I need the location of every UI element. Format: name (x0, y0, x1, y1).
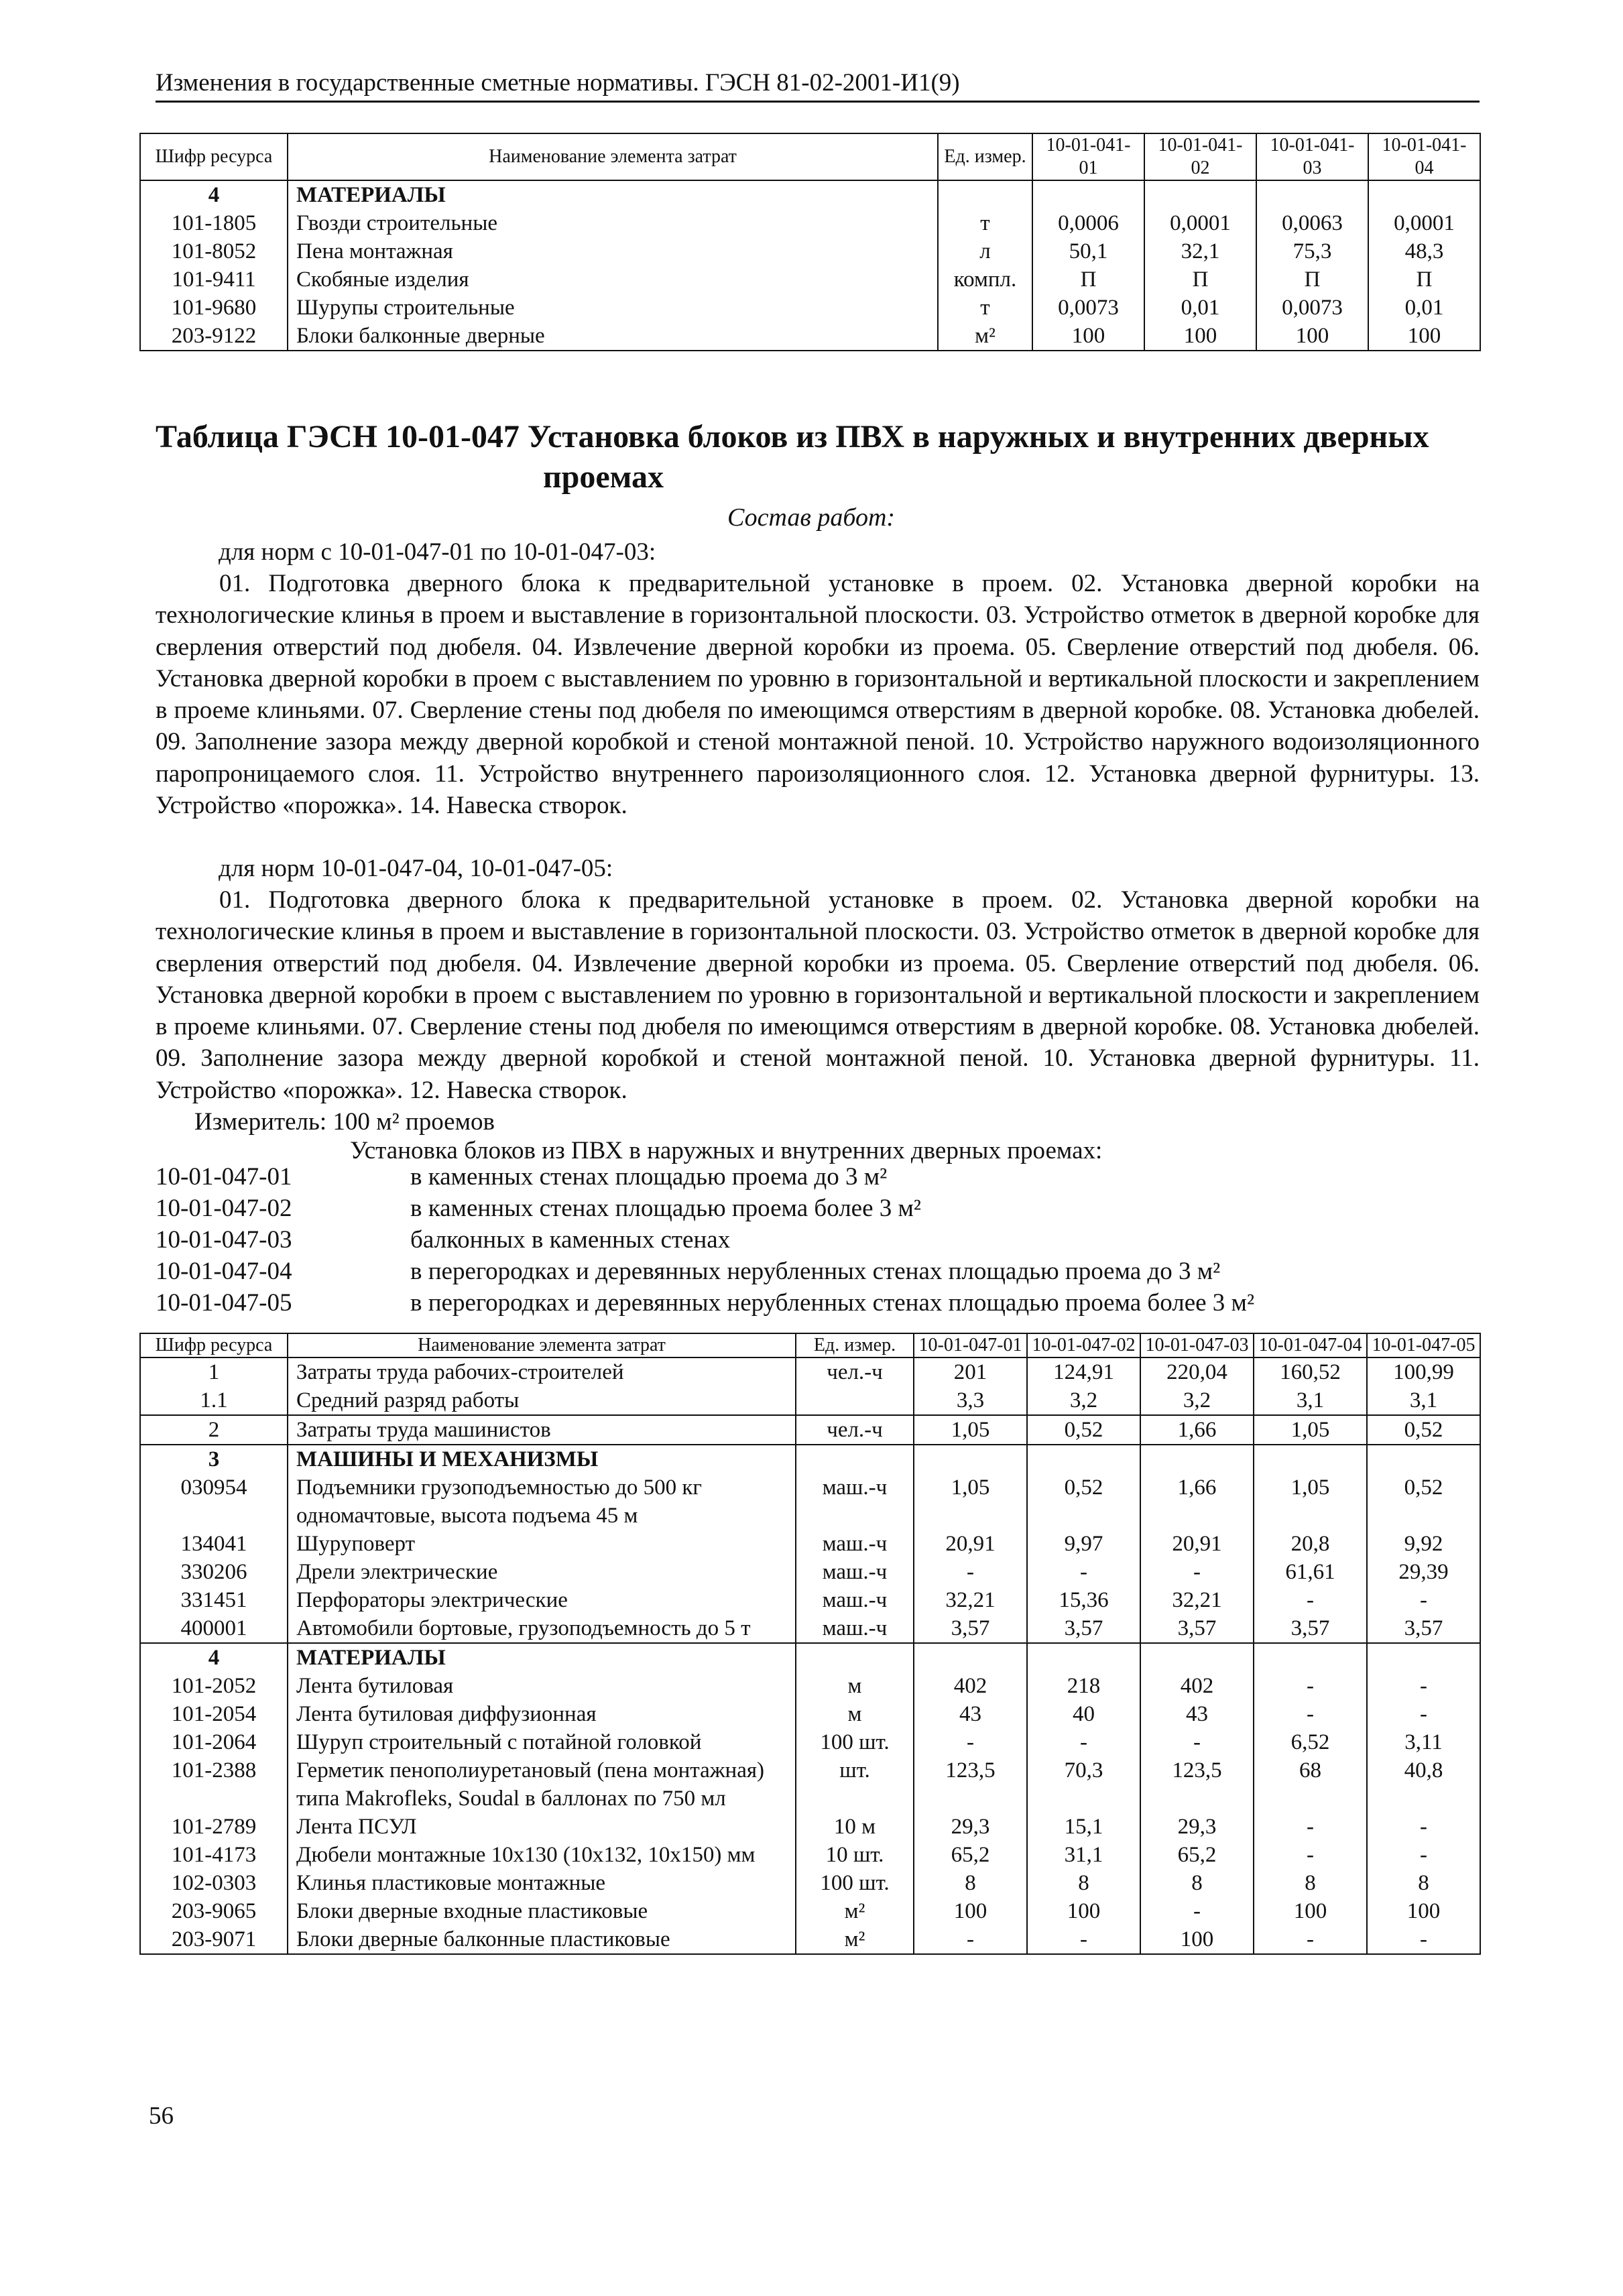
resource-code: 101-2052 (140, 1672, 288, 1700)
resource-name: Шурупы строительные (288, 294, 938, 322)
table-row (140, 1756, 1480, 1813)
value-cell: 3,57 (1367, 1614, 1480, 1643)
value-cell: 8 (1254, 1869, 1367, 1897)
resource-name: Средний разряд работы (288, 1386, 796, 1415)
norm-item (156, 1193, 1480, 1224)
resource-name: Блоки дверные балконные пластиковые (288, 1925, 796, 1954)
column-header: 10-01-047-02 (1027, 1333, 1140, 1357)
resource-name: Скобяные изделия (288, 265, 938, 294)
column-header: Наименование элемента затрат (288, 1333, 796, 1357)
unit: маш.-ч (796, 1473, 914, 1530)
norms-heading: Установка блоков из ПВХ в наружных и внутренних дверных проемах: (350, 1137, 1103, 1164)
value-cell: - (1367, 1586, 1480, 1614)
unit: 10 шт. (796, 1841, 914, 1869)
table-row (140, 1473, 1480, 1530)
value-cell: 20,8 (1254, 1530, 1367, 1558)
value-cell: 0,52 (1027, 1473, 1140, 1530)
resource-name: Клинья пластиковые монтажные (288, 1869, 796, 1897)
unit: м² (796, 1925, 914, 1954)
value-cell: 15,1 (1027, 1813, 1140, 1841)
empty-cell (1368, 180, 1480, 209)
resource-code: 2 (140, 1415, 288, 1445)
value-cell: 68 (1254, 1756, 1367, 1813)
table-row (140, 1813, 1480, 1841)
value-cell: 40 (1027, 1700, 1140, 1728)
value-cell: 70,3 (1027, 1756, 1140, 1813)
value-cell: 3,2 (1140, 1386, 1254, 1415)
value-cell: 218 (1027, 1672, 1140, 1700)
unit: компл. (938, 265, 1032, 294)
norms-table-047 (139, 1333, 1481, 1955)
norm-text: в перегородках и деревянных нерубленных стенах площадью проема до 3 м² (410, 1258, 1221, 1285)
table-row (140, 294, 1480, 322)
value-cell: 6,52 (1254, 1728, 1367, 1756)
group1-label: для норм с 10-01-047-01 по 10-01-047-03: (219, 538, 656, 566)
group2-body: 01. Подготовка дверного блока к предварительной установке в проем. 02. Установка дверной коробки на технологические клинья в проем и выставление в горизонтальной плоскости. 03. Устройство отметок в дверной коробке для сверления отверстий под дюбеля. 04. Извлечение дверной коробки из проема. 05. Сверление отверстий под дюбеля. 06. Установка дверной коробки в проем с выставлением по уровню в горизонтальной и вертикальной плоскости и закреплением в проеме клиньями. 07. Сверление стены под дюбеля по имеющимся отверстиям в дверной коробке. 08. Установка дюбелей. 09. Заполнение зазора между дверной коробкой и стеной монтажной пеной. 10. Установка дверной фурнитуры. 11. Устройство «порожка». 12. Навеска створок. (156, 886, 1480, 1104)
value-cell: 48,3 (1368, 237, 1480, 265)
value-cell: 100 (1254, 1897, 1367, 1925)
unit (796, 1386, 914, 1415)
group2-label: для норм 10-01-047-04, 10-01-047-05: (219, 855, 613, 882)
unit: 100 шт. (796, 1728, 914, 1756)
value-cell: 0,0001 (1368, 209, 1480, 237)
value-cell: - (1254, 1925, 1367, 1954)
value-cell: - (1254, 1813, 1367, 1841)
column-header: 10-01-041-01 (1032, 133, 1144, 180)
empty-cell (914, 1445, 1027, 1473)
resource-code: 101-4173 (140, 1841, 288, 1869)
group1-body: 01. Подготовка дверного блока к предварительной установке в проем. 02. Установка дверной коробки на технологические клинья в проем и выставление в горизонтальной плоскости. 03. Устройство отметок в дверной коробке для сверления отверстий под дюбеля. 04. Извлечение дверной коробки из проема. 05. Сверление отверстий под дюбеля. 06. Установка дверной коробки в проем с выставлением по уровню в горизонтальной и вертикальной плоскости и закреплением в проеме клиньями. 07. Сверление стены под дюбеля по имеющимся отверстиям в дверной коробке. 08. Установка дюбелей. 09. Заполнение зазора между дверной коробкой и стеной монтажной пеной. 10. Устройство наружного водоизоляционного паропроницаемого слоя. 11. Устройство внутреннего пароизоляционного слоя. 12. Установка дверной фурнитуры. 13. Устройство «порожка». 14. Навеска створок. (156, 570, 1480, 820)
unit: маш.-ч (796, 1558, 914, 1586)
resource-code: 101-2388 (140, 1756, 288, 1813)
column-header: Ед. измер. (796, 1333, 914, 1357)
value-cell: 29,39 (1367, 1558, 1480, 1586)
value-cell: 100 (1256, 322, 1368, 351)
column-header: Шифр ресурса (140, 133, 288, 180)
section-number: 4 (140, 180, 288, 209)
empty-cell (1256, 180, 1368, 209)
norm-text: в каменных стенах площадью проема до 3 м² (410, 1163, 888, 1191)
value-cell: 8 (1367, 1869, 1480, 1897)
section-title: МАТЕРИАЛЫ (288, 1643, 796, 1672)
value-cell: 100,99 (1367, 1357, 1480, 1386)
value-cell: 43 (914, 1700, 1027, 1728)
value-cell: П (1368, 265, 1480, 294)
section-number: 3 (140, 1445, 288, 1473)
running-header: Изменения в государственные сметные нормативы. ГЭСН 81-02-2001-И1(9) (156, 67, 1480, 103)
value-cell: - (1367, 1672, 1480, 1700)
value-cell: 20,91 (914, 1530, 1027, 1558)
value-cell: - (1027, 1558, 1140, 1586)
value-cell: 3,3 (914, 1386, 1027, 1415)
norm-text: в каменных стенах площадью проема более 3 м² (410, 1195, 922, 1222)
norm-code: 10-01-047-05 (156, 1289, 292, 1317)
empty-cell (796, 1445, 914, 1473)
value-cell: 3,11 (1367, 1728, 1480, 1756)
empty-cell (1032, 180, 1144, 209)
value-cell: 61,61 (1254, 1558, 1367, 1586)
resource-name: Шуруповерт (288, 1530, 796, 1558)
unit: т (938, 294, 1032, 322)
value-cell: 402 (1140, 1672, 1254, 1700)
resource-code: 203-9071 (140, 1925, 288, 1954)
norm-text: балконных в каменных стенах (410, 1226, 731, 1254)
value-cell: 3,57 (914, 1614, 1027, 1643)
norm-code: 10-01-047-03 (156, 1226, 292, 1254)
value-cell: - (1254, 1841, 1367, 1869)
empty-cell (1027, 1643, 1140, 1672)
section-row (140, 180, 1480, 209)
value-cell: 3,57 (1140, 1614, 1254, 1643)
empty-cell (1027, 1445, 1140, 1473)
value-cell: - (914, 1558, 1027, 1586)
value-cell: 1,66 (1140, 1473, 1254, 1530)
value-cell: 100 (1140, 1925, 1254, 1954)
table-row (140, 1869, 1480, 1897)
empty-cell (1367, 1445, 1480, 1473)
value-cell: П (1256, 265, 1368, 294)
value-cell: - (1367, 1841, 1480, 1869)
value-cell: - (914, 1728, 1027, 1756)
value-cell: 0,0063 (1256, 209, 1368, 237)
section-number: 4 (140, 1643, 288, 1672)
resource-code: 101-8052 (140, 237, 288, 265)
value-cell: 32,1 (1144, 237, 1256, 265)
value-cell: 65,2 (1140, 1841, 1254, 1869)
unit: чел.-ч (796, 1415, 914, 1445)
empty-cell (1144, 180, 1256, 209)
value-cell: 9,97 (1027, 1530, 1140, 1558)
table-title-line1: Таблица ГЭСН 10-01-047 Установка блоков из ПВХ в наружных и внутренних дверных (156, 419, 1429, 455)
resource-name: Лента бутиловая (288, 1672, 796, 1700)
value-cell: - (1367, 1700, 1480, 1728)
value-cell: 1,05 (1254, 1415, 1367, 1445)
value-cell: 3,1 (1254, 1386, 1367, 1415)
resource-code: 203-9122 (140, 322, 288, 351)
table-row (140, 1728, 1480, 1756)
resource-name: Затраты труда машинистов (288, 1415, 796, 1445)
value-cell: 9,92 (1367, 1530, 1480, 1558)
unit: маш.-ч (796, 1614, 914, 1643)
resource-name: Блоки дверные входные пластиковые (288, 1897, 796, 1925)
value-cell: 1,66 (1140, 1415, 1254, 1445)
norm-item (156, 1224, 1480, 1256)
table-header-row (140, 133, 1480, 180)
value-cell: 15,36 (1027, 1586, 1140, 1614)
resource-code: 134041 (140, 1530, 288, 1558)
value-cell: 124,91 (1027, 1357, 1140, 1386)
empty-cell (1254, 1643, 1367, 1672)
norm-item (156, 1161, 1480, 1193)
table-row (140, 1614, 1480, 1643)
value-cell: 402 (914, 1672, 1027, 1700)
value-cell: - (1254, 1586, 1367, 1614)
section-row (140, 1445, 1480, 1473)
value-cell: 0,0006 (1032, 209, 1144, 237)
norm-item (156, 1287, 1480, 1319)
unit: 10 м (796, 1813, 914, 1841)
value-cell: 123,5 (914, 1756, 1027, 1813)
table-row (140, 1700, 1480, 1728)
value-cell: 0,01 (1368, 294, 1480, 322)
resource-code: 101-2054 (140, 1700, 288, 1728)
unit: т (938, 209, 1032, 237)
value-cell: 3,1 (1367, 1386, 1480, 1415)
table-row (140, 1558, 1480, 1586)
value-cell: 8 (1140, 1869, 1254, 1897)
empty-cell (914, 1643, 1027, 1672)
resource-name: Дрели электрические (288, 1558, 796, 1586)
table-row (140, 1386, 1480, 1415)
value-cell: 123,5 (1140, 1756, 1254, 1813)
table-row (140, 1530, 1480, 1558)
column-header: Шифр ресурса (140, 1333, 288, 1357)
value-cell: 3,57 (1027, 1614, 1140, 1643)
value-cell: - (1140, 1728, 1254, 1756)
value-cell: 100 (1032, 322, 1144, 351)
column-header: 10-01-041-03 (1256, 133, 1368, 180)
unit: чел.-ч (796, 1357, 914, 1386)
empty-cell (1140, 1445, 1254, 1473)
value-cell: - (1254, 1700, 1367, 1728)
works-heading: Состав работ: (727, 503, 896, 532)
value-cell: - (1367, 1813, 1480, 1841)
table-row (140, 1925, 1480, 1954)
unit: маш.-ч (796, 1586, 914, 1614)
value-cell: 29,3 (1140, 1813, 1254, 1841)
value-cell: 100 (1144, 322, 1256, 351)
column-header: 10-01-047-05 (1367, 1333, 1480, 1357)
table-row (140, 1586, 1480, 1614)
resource-name: Шуруп строительный с потайной головкой (288, 1728, 796, 1756)
resource-code: 101-1805 (140, 209, 288, 237)
unit: м (796, 1672, 914, 1700)
resource-name: Перфораторы электрические (288, 1586, 796, 1614)
value-cell: 100 (1368, 322, 1480, 351)
resource-name: Гвозди строительные (288, 209, 938, 237)
empty-cell (1254, 1445, 1367, 1473)
value-cell: 20,91 (1140, 1530, 1254, 1558)
value-cell: - (1367, 1925, 1480, 1954)
table-title (156, 417, 1480, 497)
value-cell: 100 (1367, 1897, 1480, 1925)
value-cell: 65,2 (914, 1841, 1027, 1869)
unit: м² (938, 322, 1032, 351)
unit: л (938, 237, 1032, 265)
empty-cell (1140, 1643, 1254, 1672)
resource-code: 101-2789 (140, 1813, 288, 1841)
resource-name: Подъемники грузоподъемностью до 500 кг одномачтовые, высота подъема 45 м (288, 1473, 796, 1530)
column-header: 10-01-047-03 (1140, 1333, 1254, 1357)
value-cell: 0,0073 (1032, 294, 1144, 322)
value-cell: 0,52 (1367, 1415, 1480, 1445)
resource-code: 400001 (140, 1614, 288, 1643)
value-cell: 75,3 (1256, 237, 1368, 265)
value-cell: - (1027, 1925, 1140, 1954)
resource-name: Затраты труда рабочих-строителей (288, 1357, 796, 1386)
table-row (140, 322, 1480, 351)
value-cell: 100 (914, 1897, 1027, 1925)
resource-code: 030954 (140, 1473, 288, 1530)
table-row (140, 265, 1480, 294)
section-row (140, 1643, 1480, 1672)
table-row (140, 1897, 1480, 1925)
empty-cell (1367, 1643, 1480, 1672)
resource-name: Лента бутиловая диффузионная (288, 1700, 796, 1728)
resource-code: 330206 (140, 1558, 288, 1586)
resource-name: Дюбели монтажные 10х130 (10х132, 10х150) мм (288, 1841, 796, 1869)
value-cell: - (1140, 1897, 1254, 1925)
table-row (140, 1841, 1480, 1869)
value-cell: 40,8 (1367, 1756, 1480, 1813)
value-cell: 8 (1027, 1869, 1140, 1897)
value-cell: 3,2 (1027, 1386, 1140, 1415)
value-cell: - (1027, 1728, 1140, 1756)
resource-code: 101-9680 (140, 294, 288, 322)
empty-cell (938, 180, 1032, 209)
value-cell: 0,52 (1027, 1415, 1140, 1445)
resource-name: Пена монтажная (288, 237, 938, 265)
unit: м² (796, 1897, 914, 1925)
norm-text: в перегородках и деревянных нерубленных стенах площадью проема более 3 м² (410, 1289, 1255, 1317)
value-cell: 43 (1140, 1700, 1254, 1728)
materials-table-041 (139, 133, 1481, 351)
column-header: Ед. измер. (938, 133, 1032, 180)
empty-cell (796, 1643, 914, 1672)
value-cell: 1,05 (1254, 1473, 1367, 1530)
table-row (140, 1357, 1480, 1386)
resource-code: 1.1 (140, 1386, 288, 1415)
unit: шт. (796, 1756, 914, 1813)
resource-code: 101-9411 (140, 265, 288, 294)
resource-code: 331451 (140, 1586, 288, 1614)
value-cell: 0,0001 (1144, 209, 1256, 237)
measure-label: Измеритель: 100 м² проемов (194, 1108, 495, 1136)
value-cell: 1,05 (914, 1473, 1027, 1530)
value-cell: 100 (1027, 1897, 1140, 1925)
value-cell: 3,57 (1254, 1614, 1367, 1643)
table-row (140, 1415, 1480, 1445)
value-cell: - (1140, 1558, 1254, 1586)
norms-list (156, 1161, 1480, 1319)
value-cell: 0,01 (1144, 294, 1256, 322)
unit: 100 шт. (796, 1869, 914, 1897)
value-cell: П (1144, 265, 1256, 294)
norm-code: 10-01-047-04 (156, 1258, 292, 1285)
value-cell: П (1032, 265, 1144, 294)
column-header: 10-01-041-02 (1144, 133, 1256, 180)
value-cell: - (1254, 1672, 1367, 1700)
norm-code: 10-01-047-01 (156, 1163, 292, 1191)
value-cell: 201 (914, 1357, 1027, 1386)
norm-item (156, 1256, 1480, 1287)
resource-name: Герметик пенополиуретановый (пена монтажная) типа Makroflеks, Soudal в баллонах по 750 мл (288, 1756, 796, 1813)
resource-code: 102-0303 (140, 1869, 288, 1897)
resource-code: 1 (140, 1357, 288, 1386)
section-title: МАШИНЫ И МЕХАНИЗМЫ (288, 1445, 796, 1473)
group1-text (156, 568, 1480, 821)
section-title: МАТЕРИАЛЫ (288, 180, 938, 209)
value-cell: 50,1 (1032, 237, 1144, 265)
resource-name: Блоки балконные дверные (288, 322, 938, 351)
table-title-line2: проемах (543, 459, 664, 495)
unit: маш.-ч (796, 1530, 914, 1558)
table-header-row (140, 1333, 1480, 1357)
value-cell: 32,21 (914, 1586, 1027, 1614)
table-row (140, 209, 1480, 237)
value-cell: 220,04 (1140, 1357, 1254, 1386)
resource-code: 101-2064 (140, 1728, 288, 1756)
value-cell: - (914, 1925, 1027, 1954)
value-cell: 0,52 (1367, 1473, 1480, 1530)
table-row (140, 1672, 1480, 1700)
column-header: 10-01-047-01 (914, 1333, 1027, 1357)
value-cell: 0,0073 (1256, 294, 1368, 322)
group2-text (156, 884, 1480, 1106)
column-header: 10-01-041-04 (1368, 133, 1480, 180)
value-cell: 1,05 (914, 1415, 1027, 1445)
table-row (140, 237, 1480, 265)
column-header: Наименование элемента затрат (288, 133, 938, 180)
value-cell: 8 (914, 1869, 1027, 1897)
resource-name: Автомобили бортовые, грузоподъемность до 5 т (288, 1614, 796, 1643)
norm-code: 10-01-047-02 (156, 1195, 292, 1222)
value-cell: 32,21 (1140, 1586, 1254, 1614)
value-cell: 160,52 (1254, 1357, 1367, 1386)
unit: м (796, 1700, 914, 1728)
value-cell: 31,1 (1027, 1841, 1140, 1869)
resource-code: 203-9065 (140, 1897, 288, 1925)
value-cell: 29,3 (914, 1813, 1027, 1841)
column-header: 10-01-047-04 (1254, 1333, 1367, 1357)
page-number: 56 (149, 2102, 174, 2130)
resource-name: Лента ПСУЛ (288, 1813, 796, 1841)
